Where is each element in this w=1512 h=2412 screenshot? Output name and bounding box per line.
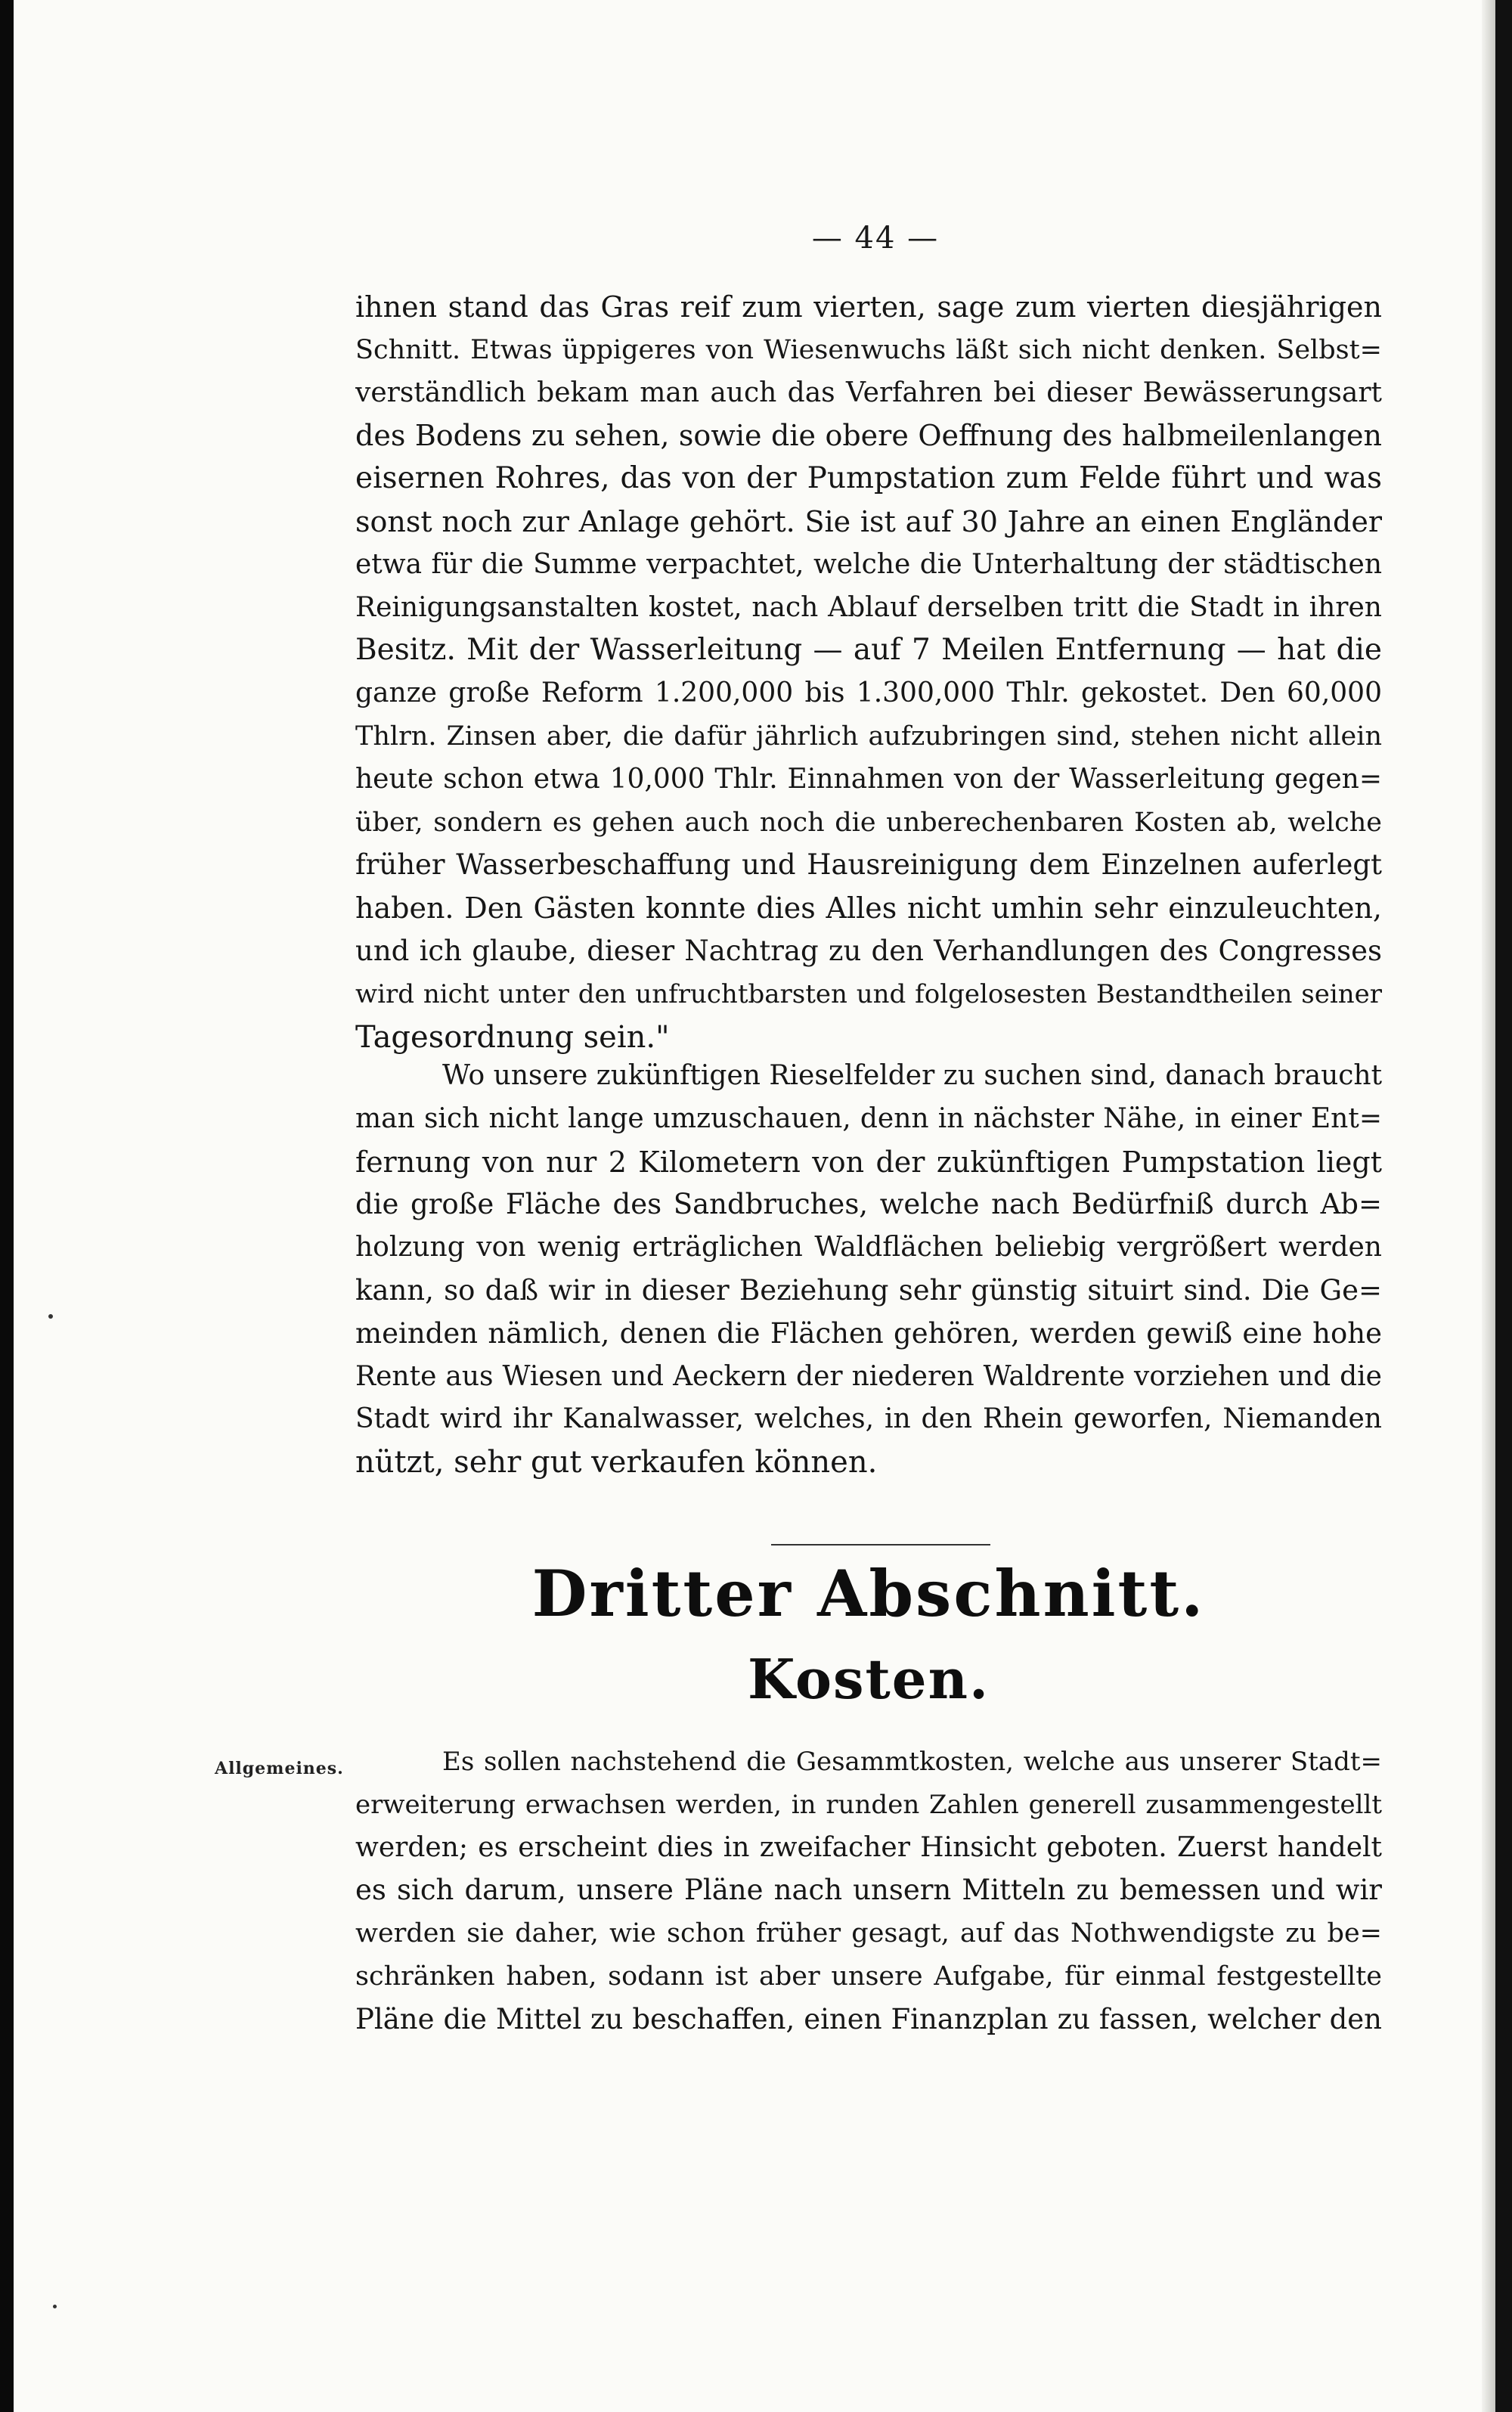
text-line: und ich glaube, dieser Nachtrag zu den Verhandlungen des Congresses: [355, 934, 1382, 967]
margin-note: Allgemeines.: [215, 1759, 344, 1778]
page-edge-shadow: [1482, 0, 1495, 2412]
scan-right-border: [1495, 0, 1512, 2412]
text-line: sonst noch zur Anlage gehört. Sie ist auf 30 Jahre an einen Engländer: [355, 504, 1382, 538]
paragraph-kosten: [355, 1741, 1382, 2042]
text-line: Wo unsere zukünftigen Rieselfelder zu suchen sind, danach braucht: [442, 1060, 1382, 1091]
text-line: ganze große Reform 1.200,000 bis 1.300,000 Thlr. gekostet. Den 60,000: [355, 677, 1382, 709]
text-line: meinden nämlich, denen die Flächen gehören, werden gewiß eine hohe: [355, 1316, 1382, 1350]
text-line: Reinigungsanstalten kostet, nach Ablauf derselben tritt die Stadt in ihren: [355, 591, 1382, 623]
text-line: werden sie daher, wie schon früher gesagt, auf das Nothwendigste zu be=: [355, 1918, 1382, 1949]
text-line: die große Fläche des Sandbruches, welche nach Bedürfniß durch Ab=: [355, 1188, 1382, 1221]
scan-left-border: [0, 0, 14, 2412]
section-subtitle: Kosten.: [747, 1647, 990, 1711]
paper-speck: [53, 2305, 57, 2308]
text-line: Besitz. Mit der Wasserleitung — auf 7 Meilen Entfernung — hat die: [355, 633, 1382, 668]
text-line: Pläne die Mittel zu beschaffen, einen Finanzplan zu fassen, welcher den: [355, 2002, 1382, 2035]
text-line: heute schon etwa 10,000 Thlr. Einnahmen von der Wasserleitung gegen=: [355, 763, 1382, 795]
text-line: fernung von nur 2 Kilometern von der zukünftigen Pumpstation liegt: [355, 1145, 1382, 1179]
text-line: Tagesordnung sein.": [355, 1019, 670, 1055]
text-line: man sich nicht lange umzuschauen, denn in nächster Nähe, in einer Ent=: [355, 1102, 1382, 1134]
text-line: Rente aus Wiesen und Aeckern der niederen Waldrente vorziehen und die: [355, 1360, 1382, 1392]
text-line: früher Wasserbeschaffung und Hausreinigung dem Einzelnen auferlegt: [355, 848, 1382, 882]
text-line: Schnitt. Etwas üppigeres von Wiesenwuchs läßt sich nicht denken. Selbst=: [355, 334, 1382, 365]
text-line: Stadt wird ihr Kanalwasser, welches, in den Rhein geworfen, Niemanden: [355, 1403, 1382, 1435]
text-line: des Bodens zu sehen, sowie die obere Oeffnung des halbmeilenlangen: [355, 419, 1382, 453]
section-title: Dritter Abschnitt.: [531, 1556, 1206, 1631]
text-line: haben. Den Gästen konnte dies Alles nicht umhin sehr einzuleuchten,: [355, 891, 1382, 925]
text-line: kann, so daß wir in dieser Beziehung sehr günstig situirt sind. Die Ge=: [355, 1273, 1382, 1307]
paragraph-rieselfelder: [355, 1055, 1382, 1484]
text-line: eisernen Rohres, das von der Pumpstation zum Felde führt und was: [355, 461, 1382, 496]
text-line: wird nicht unter den unfruchtbarsten und folgelosesten Bestandtheilen seiner: [355, 978, 1382, 1009]
text-line: ihnen stand das Gras reif zum vierten, sage zum vierten diesjährigen: [355, 290, 1382, 324]
text-line: werden; es erscheint dies in zweifacher Hinsicht geboten. Zuerst handelt: [355, 1831, 1382, 1863]
text-line: nützt, sehr gut verkaufen können.: [355, 1445, 878, 1480]
paragraph-continued: [355, 286, 1382, 1059]
section-divider-rule: [771, 1544, 990, 1545]
paper-speck: [48, 1314, 53, 1319]
page-number: — 44 —: [811, 221, 940, 256]
text-line: etwa für die Summe verpachtet, welche die Unterhaltung der städtischen: [355, 548, 1382, 580]
text-line: holzung von wenig erträglichen Waldflächen beliebig vergrößert werden: [355, 1232, 1382, 1263]
book-page: [14, 0, 1495, 2412]
text-line: Thlrn. Zinsen aber, die dafür jährlich aufzubringen sind, stehen nicht allein: [355, 721, 1382, 752]
text-line: verständlich bekam man auch das Verfahren bei dieser Bewässerungsart: [355, 377, 1382, 408]
text-line: schränken haben, sodann ist aber unsere Aufgabe, für einmal festgestellte: [355, 1961, 1382, 1992]
text-line: erweiterung erwachsen werden, in runden Zahlen generell zusammengestellt: [355, 1789, 1382, 1820]
text-line: Es sollen nachstehend die Gesammtkosten, welche aus unserer Stadt=: [442, 1747, 1382, 1777]
text-line: es sich darum, unsere Pläne nach unsern Mitteln zu bemessen und wir: [355, 1874, 1382, 1907]
text-line: über, sondern es gehen auch noch die unberechenbaren Kosten ab, welche: [355, 807, 1382, 838]
